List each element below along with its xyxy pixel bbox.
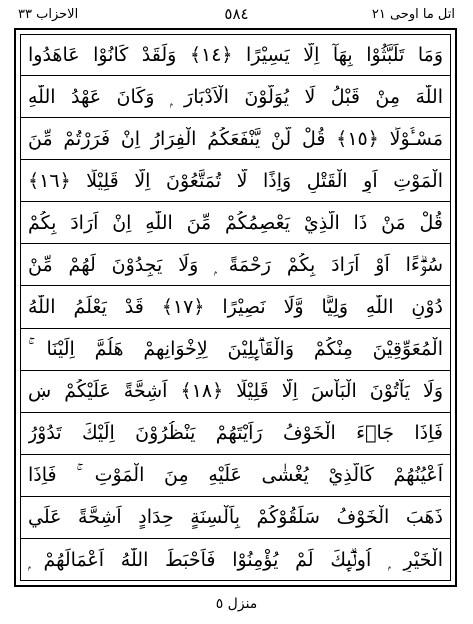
line-text: فَاِذَا جَاۗءَ الْخَوْفُ رَاَيْتَهُمْ يَنْظُرُوْنَ اِلَيْكَ تَدُوْرُ [28,422,443,445]
line-text: الْخَيْرِ ۭ اُولٰۗىِٕكَ لَمْ يُؤْمِنُوْا فَاَحْبَطَ اللّٰهُ اَعْمَالَهُمْ ۭ [28,548,443,571]
line-text: الْمَوْتِ اَوِ الْقَتْلِ وَاِذًا لَّا تُمَتَّعُوْنَ اِلَّا قَلِيْلًا ﴿١٦﴾ [28,169,443,192]
line-text: مَسْـُٔوْلًا ﴿١٥﴾ قُلْ لَّنْ يَّنْفَعَكُمُ الْفِرَارُ اِنْ فَرَرْتُمْ مِّنَ [28,127,443,150]
text-line [20,286,451,328]
text-line [20,202,451,244]
para-name: اتل ما اوحی ٢١ [371,7,455,22]
line-text: وَمَا تَلَبَّثُوْا بِهَآ اِلَّا يَسِيْرًا ﴿١٤﴾ وَلَقَدْ كَانُوْا عَاهَدُوا [28,43,443,66]
text-lines [20,34,451,581]
line-text: اللّٰهَ مِنْ قَبْلُ لَا يُوَلُّوْنَ الْاَدْبَارَ ۭ وَكَانَ عَهْدُ اللّٰهِ [28,85,443,108]
page-number: ٥٨٤ [224,5,249,23]
text-line [20,329,451,371]
line-text: قُلْ مَنْ ذَا الَّذِيْ يَعْصِمُكُمْ مِّنَ اللّٰهِ اِنْ اَرَادَ بِكُمْ [28,211,443,234]
text-line [20,34,451,76]
manzil-footer: منزل ٥ [215,596,258,612]
text-line [20,76,451,118]
text-line [20,497,451,539]
surah-name: الاحزاب ٣٣ [18,7,79,22]
line-text: اَعْيُنُهُمْ كَالَّذِيْ يُغْشٰى عَلَيْهِ مِنَ الْمَوْتِ ۚ فَاِذَا [28,464,443,487]
text-line [20,539,451,581]
text-line [20,160,451,202]
line-text: ذَهَبَ الْخَوْفُ سَلَقُوْكُمْ بِاَلْسِنَةٍ حِدَادٍ اَشِحَّةً عَلَي [28,506,443,529]
text-line [20,455,451,497]
text-line [20,371,451,413]
line-text: وَلَا يَاْتُوْنَ الْبَاْسَ اِلَّا قَلِيْلًا ﴿١٨﴾ اَشِحَّةً عَلَيْكُمْ ښ [28,380,443,403]
text-line [20,118,451,160]
text-line [20,244,451,286]
line-text: الْمُعَوِّقِيْنَ مِنْكُمْ وَالْقَاۗىِٕلِيْنَ لِاِخْوَانِهِمْ هَلُمَّ اِلَيْنَا ۚ [28,338,443,361]
text-line [20,413,451,455]
line-text: سُوْۗءًا اَوْ اَرَادَ بِكُمْ رَحْمَةً ۭ وَلَا يَجِدُوْنَ لَهُمْ مِّنْ [28,253,443,276]
page-header [18,4,455,28]
line-text: دُوْنِ اللّٰهِ وَلِيًّا وَّلَا نَصِيْرًا ﴿١٧﴾ قَدْ يَعْلَمُ اللّٰهُ [28,295,443,318]
